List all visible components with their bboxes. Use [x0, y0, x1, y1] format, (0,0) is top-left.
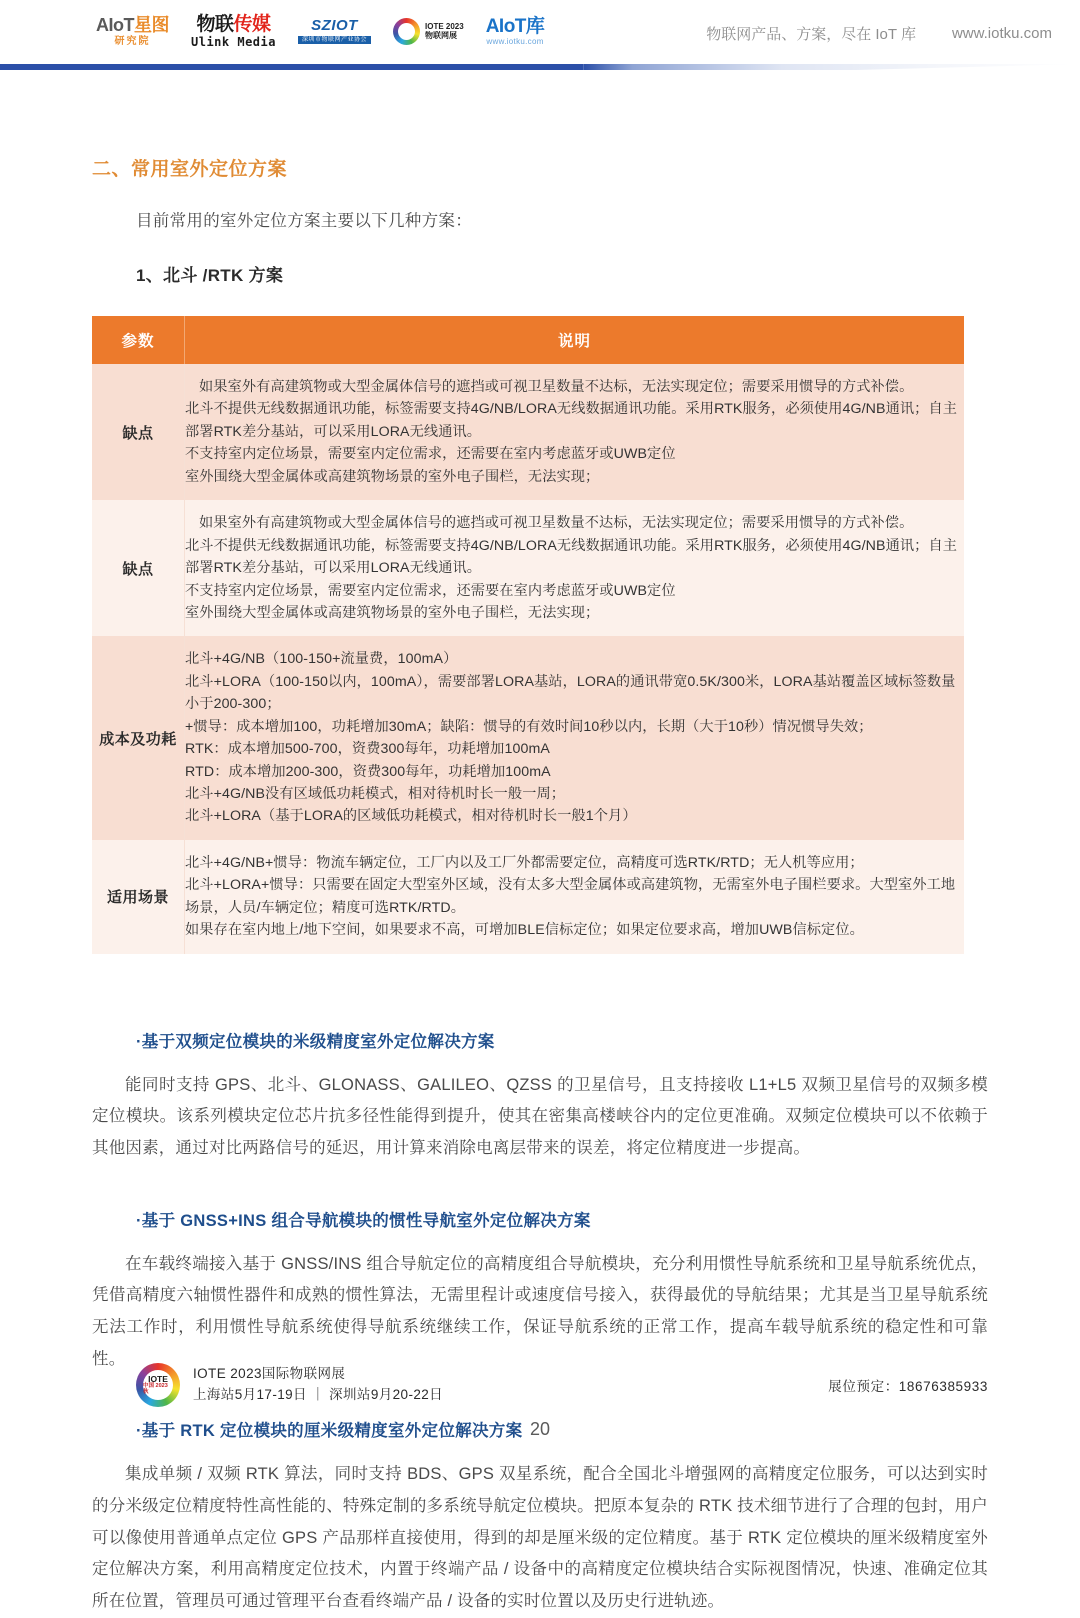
aiot-ku-logo — [486, 17, 545, 46]
footer-event-title: IOTE 2023国际物联网展 — [193, 1366, 346, 1382]
section-title: 二、常用室外定位方案 — [92, 159, 288, 180]
table-row-desc — [185, 840, 965, 954]
subsection-title: 1、北斗 /RTK 方案 — [136, 266, 284, 285]
table-cell-line: 北斗+LORA（100-150以内，100mA），需要部署LORA基站，LORA的通讯带宽0.5K/300米，LORA基站覆盖区域标签数量小于200-300； — [185, 673, 956, 713]
table-cell-line: RTD：成本增加200-300，资费300每年，功耗增加100mA — [185, 763, 551, 780]
footer-event-subtitle: 上海站5月17-19日 ｜ 深圳站9月20-22日 — [193, 1387, 444, 1402]
sziot-logo-line2: 深圳市物联网产业协会 — [298, 36, 371, 44]
table-row-param: 缺点 — [92, 500, 185, 636]
table-row-param: 适用场景 — [92, 840, 185, 954]
iote-footer-logo-sub: 中国 2023 秋 — [143, 1383, 168, 1395]
table-cell-line: 不支持室内定位场景，需要室内定位需求，还需要在室内考虑蓝牙或UWB定位 — [185, 446, 676, 463]
footer-booking-phone: 展位预定：18676385933 — [828, 1379, 988, 1394]
table-row — [92, 364, 964, 500]
spec-table-header-desc: 说明 — [185, 316, 965, 364]
table-cell-line: 如果室外有高建筑物或大型金属体信号的遮挡或可视卫星数量不达标，无法实现定位；需要采用惯导的方式补偿。 — [199, 379, 914, 395]
iote-2023-logo-line1: IOTE 2023 — [425, 21, 464, 31]
table-cell-line: 室外围绕大型金属体或高建筑物场景的室外电子围栏，无法实现； — [185, 468, 600, 485]
ulink-media-logo — [191, 15, 276, 48]
aiot-ku-logo-line2: www.iotku.com — [486, 36, 544, 46]
table-cell-line: RTK：成本增加500-700，资费300每年，功耗增加100mA — [185, 741, 550, 758]
table-cell-line: 不支持室内定位场景，需要室内定位需求，还需要在室内考虑蓝牙或UWB定位 — [185, 582, 676, 599]
iote-2023-logo — [393, 18, 464, 45]
table-row-desc — [185, 636, 965, 840]
table-cell-line: 北斗+4G/NB没有区域低功耗模式，相对待机时长一般一周； — [185, 786, 566, 802]
aiot-xingtu-logo-line1-light: AIoT — [96, 14, 134, 35]
table-cell-line: 如果室外有高建筑物或大型金属体信号的遮挡或可视卫星数量不达标，无法实现定位；需要采用惯导的方式补偿。 — [199, 515, 914, 532]
aiot-xingtu-logo — [96, 16, 169, 47]
iote-footer-rainbow-logo-icon — [136, 1363, 180, 1407]
solution-heading-rtk: ·基于 RTK 定位模块的厘米级精度室外定位解决方案 — [136, 1422, 523, 1441]
solution-body-rtk: 集成单频 / 双频 RTK 算法，同时支持 BDS、GPS 双星系统，配合全国北斗增强网的高精度定位服务，可以达到实时的分米级定位精度特性高性能的、特殊定制的多系统导航定位模块。把原本复杂的 RTK 技术细节进行了合理的包封，用户可以像使用普通单点定位 GPS 产品那样直接使用，得到的却是厘米级的定位精度。基于 RTK 定位模块的厘米级精度室外定位解决方案，利用高精度定位技术，内置于终端产品 / 设备中的高精度定位模块结合实际视图情况，快速、准确定位其所在位置，管理员可通过管理平台查看终端产品 / 设备的实时位置以及历史行进轨迹。 — [92, 1465, 988, 1611]
table-cell-line: 北斗不提供无线数据通讯功能，标签需要支持4G/NB/LORA无线数据通讯功能。采用RTK服务，必须使用4G/NB通讯；自主部署RTK差分基站，可以采用LORA无线通讯。 — [185, 537, 958, 577]
header-divider-bar — [0, 64, 583, 70]
sziot-logo-line1: SZIOT — [311, 17, 358, 34]
header-website: www.iotku.com — [951, 24, 1052, 42]
table-row-desc — [185, 364, 965, 500]
iote-rainbow-ring-icon — [393, 18, 420, 45]
spec-table-header-row — [92, 316, 964, 364]
table-row — [92, 500, 964, 636]
page-number: 20 — [529, 1419, 551, 1439]
ulink-media-logo-line2: Ulink Media — [191, 34, 276, 49]
table-cell-line: 室外围绕大型金属体或高建筑物场景的室外电子围栏，无法实现； — [185, 604, 600, 621]
table-cell-line: 北斗+LORA+惯导：只需要在固定大型室外区域，没有太多大型金属体或高建筑物，无需室外电子围栏要求。大型室外工地场景，人员/车辆定位；精度可选RTK/RTD。 — [185, 877, 956, 916]
table-row — [92, 636, 964, 840]
ulink-media-logo-line1-black: 物联 — [196, 13, 234, 35]
spec-table — [92, 316, 964, 954]
page-footer — [0, 1353, 1080, 1465]
table-cell-line: 北斗+4G/NB（100-150+流量费，100mA） — [185, 651, 458, 668]
header-right — [706, 19, 1052, 44]
iote-footer-logo-main: IOTE — [148, 1373, 168, 1384]
table-row-param: 缺点 — [92, 364, 185, 500]
iote-2023-logo-line2: 物联网展 — [425, 31, 457, 40]
table-cell-line: 北斗+LORA（基于LORA的区域低功耗模式，相对待机时长一般1个月） — [185, 808, 637, 825]
header-divider-taper — [583, 64, 1080, 70]
table-row-desc — [185, 500, 965, 636]
table-cell-line: 如果存在室内地上/地下空间，如果要求不高，可增加BLE信标定位；如果定位要求高，增加UWB信标定位。 — [185, 922, 864, 939]
header-divider-rule — [0, 62, 1080, 72]
spec-table-body — [92, 364, 964, 954]
header-tagline: 物联网产品、方案，尽在 IoT 库 — [706, 25, 916, 43]
table-row-param: 成本及功耗 — [92, 636, 185, 840]
table-row — [92, 840, 964, 954]
page-header — [0, 0, 1080, 62]
aiot-xingtu-logo-line1-bold: 星图 — [134, 14, 169, 35]
logo-strip — [96, 15, 544, 48]
solution-heading-gnss-ins: ·基于 GNSS+INS 组合导航模块的惯性导航室外定位解决方案 — [136, 1211, 591, 1230]
ulink-media-logo-line1-red: 传媒 — [233, 13, 271, 35]
sziot-logo — [298, 18, 371, 44]
table-cell-line: +惯导：成本增加100，功耗增加30mA；缺陷：惯导的有效时间10秒以内，长期（大于10秒）情况惯导失效； — [185, 718, 873, 735]
solution-body-gnss-ins: 在车载终端接入基于 GNSS/INS 组合导航定位的高精度组合导航模块，充分利用惯性导航系统和卫星导航系统优点，凭借高精度六轴惯性器件和成熟的惯性算法，无需里程计或速度信号接入，获得最优的导航结果；尤其是当卫星导航系统无法工作时，利用惯性导航系统使得导航系统继续工作，保证导航系统的正常工作，提高车载导航系统的稳定性和可靠性。 — [92, 1254, 988, 1368]
table-cell-line: 北斗+4G/NB+惯导：物流车辆定位，工厂内以及工厂外都需要定位，高精度可选RTK/RTD；无人机等应用； — [185, 854, 864, 871]
footer-event-text — [193, 1364, 443, 1406]
aiot-xingtu-logo-line2: 研究院 — [114, 35, 151, 47]
table-cell-line: 北斗不提供无线数据通讯功能，标签需要支持4G/NB/LORA无线数据通讯功能。采用RTK服务，必须使用4G/NB通讯；自主部署RTK差分基站，可以采用LORA无线通讯。 — [185, 401, 958, 440]
spec-table-header-param: 参数 — [92, 316, 185, 364]
aiot-ku-logo-line1: AIoT库 — [485, 15, 545, 37]
solution-body-dual-frequency: 能同时支持 GPS、北斗、GLONASS、GALILEO、QZSS 的卫星信号，且支持接收 L1+L5 双频卫星信号的双频多模定位模块。该系列模块定位芯片抗多径性能得到提升，使其在密集高楼峡谷内的定位更准确。双频定位模块可以不依赖于其他因素，通过对比两路信号的延迟，用计算来消除电离层带来的误差，将定位精度进一步提高。 — [92, 1075, 988, 1157]
intro-paragraph: 目前常用的室外定位方案主要以下几种方案： — [136, 212, 472, 230]
solution-heading-dual-frequency: ·基于双频定位模块的米级精度室外定位解决方案 — [136, 1032, 495, 1051]
